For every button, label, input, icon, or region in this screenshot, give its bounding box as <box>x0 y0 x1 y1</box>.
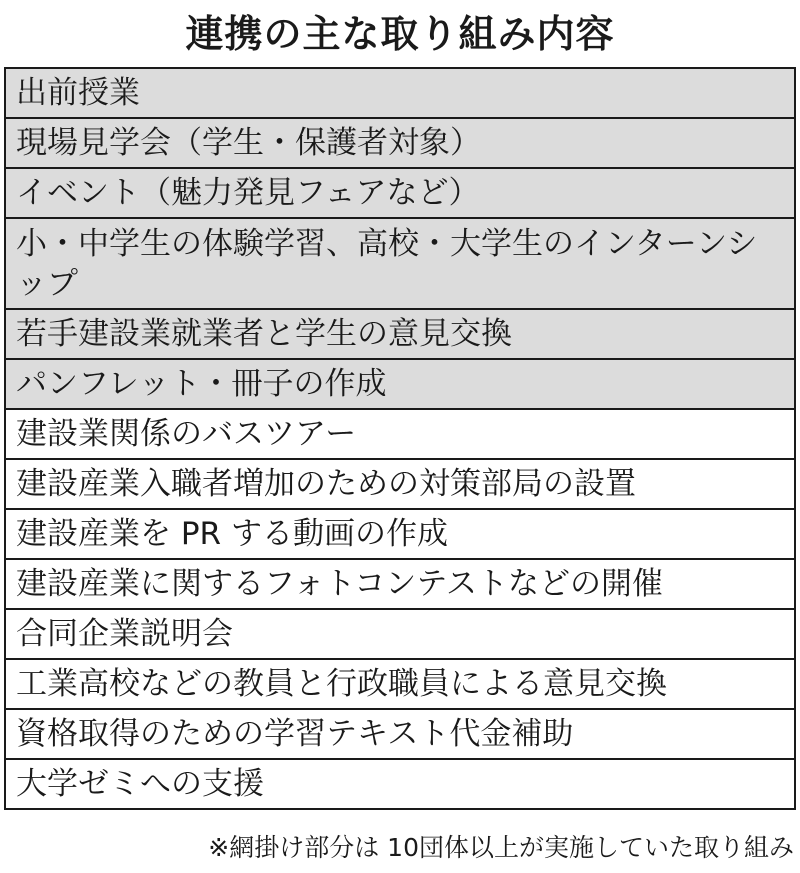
table-row: パンフレット・冊子の作成 <box>4 360 796 410</box>
table-row: イベント（魅力発見フェアなど） <box>4 169 796 219</box>
table-row: 資格取得のための学習テキスト代金補助 <box>4 710 796 760</box>
table-row: 建設産業を PR する動画の作成 <box>4 510 796 560</box>
table-row: 大学ゼミへの支援 <box>4 760 796 810</box>
table-row: 工業高校などの教員と行政職員による意見交換 <box>4 660 796 710</box>
table-row: 建設業関係のバスツアー <box>4 410 796 460</box>
table-row: 出前授業 <box>4 69 796 119</box>
page-title: 連携の主な取り組み内容 <box>185 12 615 56</box>
table-row: 建設産業入職者増加のための対策部局の設置 <box>4 460 796 510</box>
table-row: 小・中学生の体験学習、高校・大学生のインターンシップ <box>4 219 796 310</box>
table-row: 現場見学会（学生・保護者対象） <box>4 119 796 169</box>
table-row: 合同企業説明会 <box>4 610 796 660</box>
table-row: 建設産業に関するフォトコンテストなどの開催 <box>4 560 796 610</box>
footnote: ※網掛け部分は 10団体以上が実施していた取り組み <box>208 833 794 862</box>
initiatives-table <box>4 67 796 810</box>
table-row: 若手建設業就業者と学生の意見交換 <box>4 310 796 360</box>
